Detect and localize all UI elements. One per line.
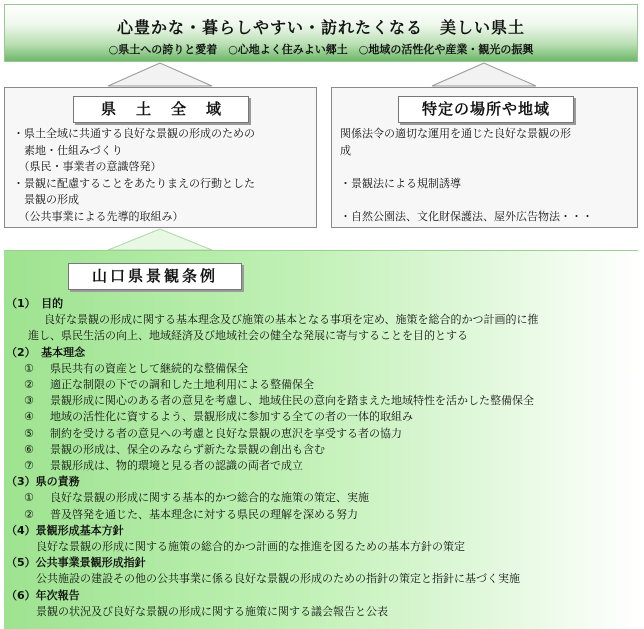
arrow-to-left-box — [108, 229, 212, 250]
section-principles-title: （2） 基本理念 — [6, 345, 86, 359]
principle-item — [6, 458, 638, 474]
prefecture-wide-line: （公共事業による先導的取組み） — [13, 209, 184, 223]
prefecture-wide-line: ・景観に配慮することをあたりまえの行動とした — [13, 176, 255, 190]
item-text: 普及啓発を通じた、基本理念に対する県民の理解を深める努力 — [50, 507, 358, 521]
prefecture-wide-line: （県民・事業者の意識啓発） — [13, 160, 162, 173]
arrow-to-banner-left — [108, 63, 212, 86]
item-text: 適正な制限の下での調和した土地利用による整備保全 — [50, 378, 314, 392]
item-text: 景観形成は、物的環境と見る者の認識の両者で成立 — [50, 459, 303, 473]
item-number: ④ — [24, 410, 34, 424]
item-number: ② — [24, 507, 34, 521]
item-text: 地域の活性化に資するよう、景観形成に参加する全ての者の一体的取組み — [50, 410, 413, 424]
prefecture-wide-line: 景観の形成 — [13, 193, 79, 206]
specific-area-line — [340, 192, 632, 209]
ordinance-content — [6, 296, 638, 620]
section-duties-title: （3）県の責務 — [6, 475, 80, 489]
section-purpose-title: （1） 目的 — [6, 297, 64, 310]
principle-item — [6, 409, 638, 425]
item-text: 良好な景観の形成に関する基本的かつ総合的な施策の策定、実施 — [50, 491, 369, 505]
item-number: ③ — [24, 394, 34, 408]
section-purpose-text: 良好な景観の形成に関する基本理念及び施策の基本となる事項を定め、施策を総合的かつ計画的に推 — [44, 313, 539, 327]
specific-area-line: ・景観法による規制誘導 — [340, 176, 461, 190]
item-text: 県民共有の資産として継続的な整備保全 — [50, 361, 248, 375]
principle-item — [6, 442, 638, 458]
specific-area-box — [331, 87, 638, 228]
specific-area-content — [340, 126, 632, 225]
prefecture-wide-heading: 県土全域 — [73, 96, 249, 123]
specific-area-line: 関係法令の適切な運用を通じた良好な景観の形 — [340, 127, 571, 140]
specific-area-line: ・自然公園法、文化財保護法、屋外広告物法・・・ — [340, 209, 593, 223]
prefecture-wide-line: ・県土全域に共通する良好な景観の形成のための — [13, 127, 255, 140]
principle-item — [6, 426, 638, 442]
principle-item — [6, 361, 638, 377]
duty-item — [6, 490, 638, 506]
principle-item — [6, 377, 638, 393]
arrow-to-banner-right — [432, 63, 536, 86]
item-number: ① — [24, 491, 34, 505]
specific-area-heading: 特定の場所や地域 — [398, 96, 574, 123]
principle-item — [6, 393, 638, 409]
section-basic-policy-text: 良好な景観の形成に関する施策の総合的かつ計画的な推進を図るための基本方針の策定 — [36, 540, 465, 554]
vision-title: 心豊かな・暮らしやすい・訪れたくなる 美しい県土 — [116, 18, 525, 37]
prefecture-wide-content — [13, 126, 313, 225]
item-text: 制約を受ける者の意見への考慮と良好な景観の恵沢を享受する者の協力 — [50, 426, 402, 440]
section-basic-policy-title: （4）景観形成基本方針 — [6, 523, 124, 537]
section-purpose-text-cont: 進し、県民生活の向上、地域経済及び地域社会の健全な発展に寄与することを目的とする — [28, 329, 468, 343]
prefecture-wide-line: 素地・仕組みづくり — [13, 143, 123, 157]
specific-area-line — [340, 159, 632, 176]
item-text: 景観の形成は、保全のみならず新たな景観の創出も含む — [50, 442, 325, 456]
section-annual-report-text: 景観の状況及び良好な景観の形成に関する施策に関する議会報告と公表 — [36, 604, 388, 618]
section-public-works-title: （5）公共事業景観形成指針 — [6, 556, 146, 570]
vision-goals: ○県土への誇りと愛着 ○心地よく住みよい郷土 ○地域の活性化や産業・観光の振興 — [108, 43, 534, 56]
item-number: ⑥ — [24, 442, 34, 456]
section-public-works-text: 公共施設の建設その他の公共事業に係る良好な景観の形成のための指針の策定と指針に基づく実施 — [36, 572, 520, 586]
duty-item — [6, 507, 638, 523]
item-text: 景観形成に関心のある者の意見を考慮し、地域住民の意向を踏まえた地域特性を活かした整備保全 — [50, 394, 534, 408]
specific-area-line: 成 — [340, 143, 351, 157]
ordinance-heading: 山口県景観条例 — [68, 263, 242, 290]
prefecture-wide-box — [4, 87, 317, 228]
section-annual-report-title: （6）年次報告 — [6, 588, 80, 602]
item-number: ⑤ — [24, 426, 34, 440]
item-number: ⑦ — [24, 459, 34, 473]
item-number: ① — [24, 361, 34, 375]
item-number: ② — [24, 378, 34, 392]
